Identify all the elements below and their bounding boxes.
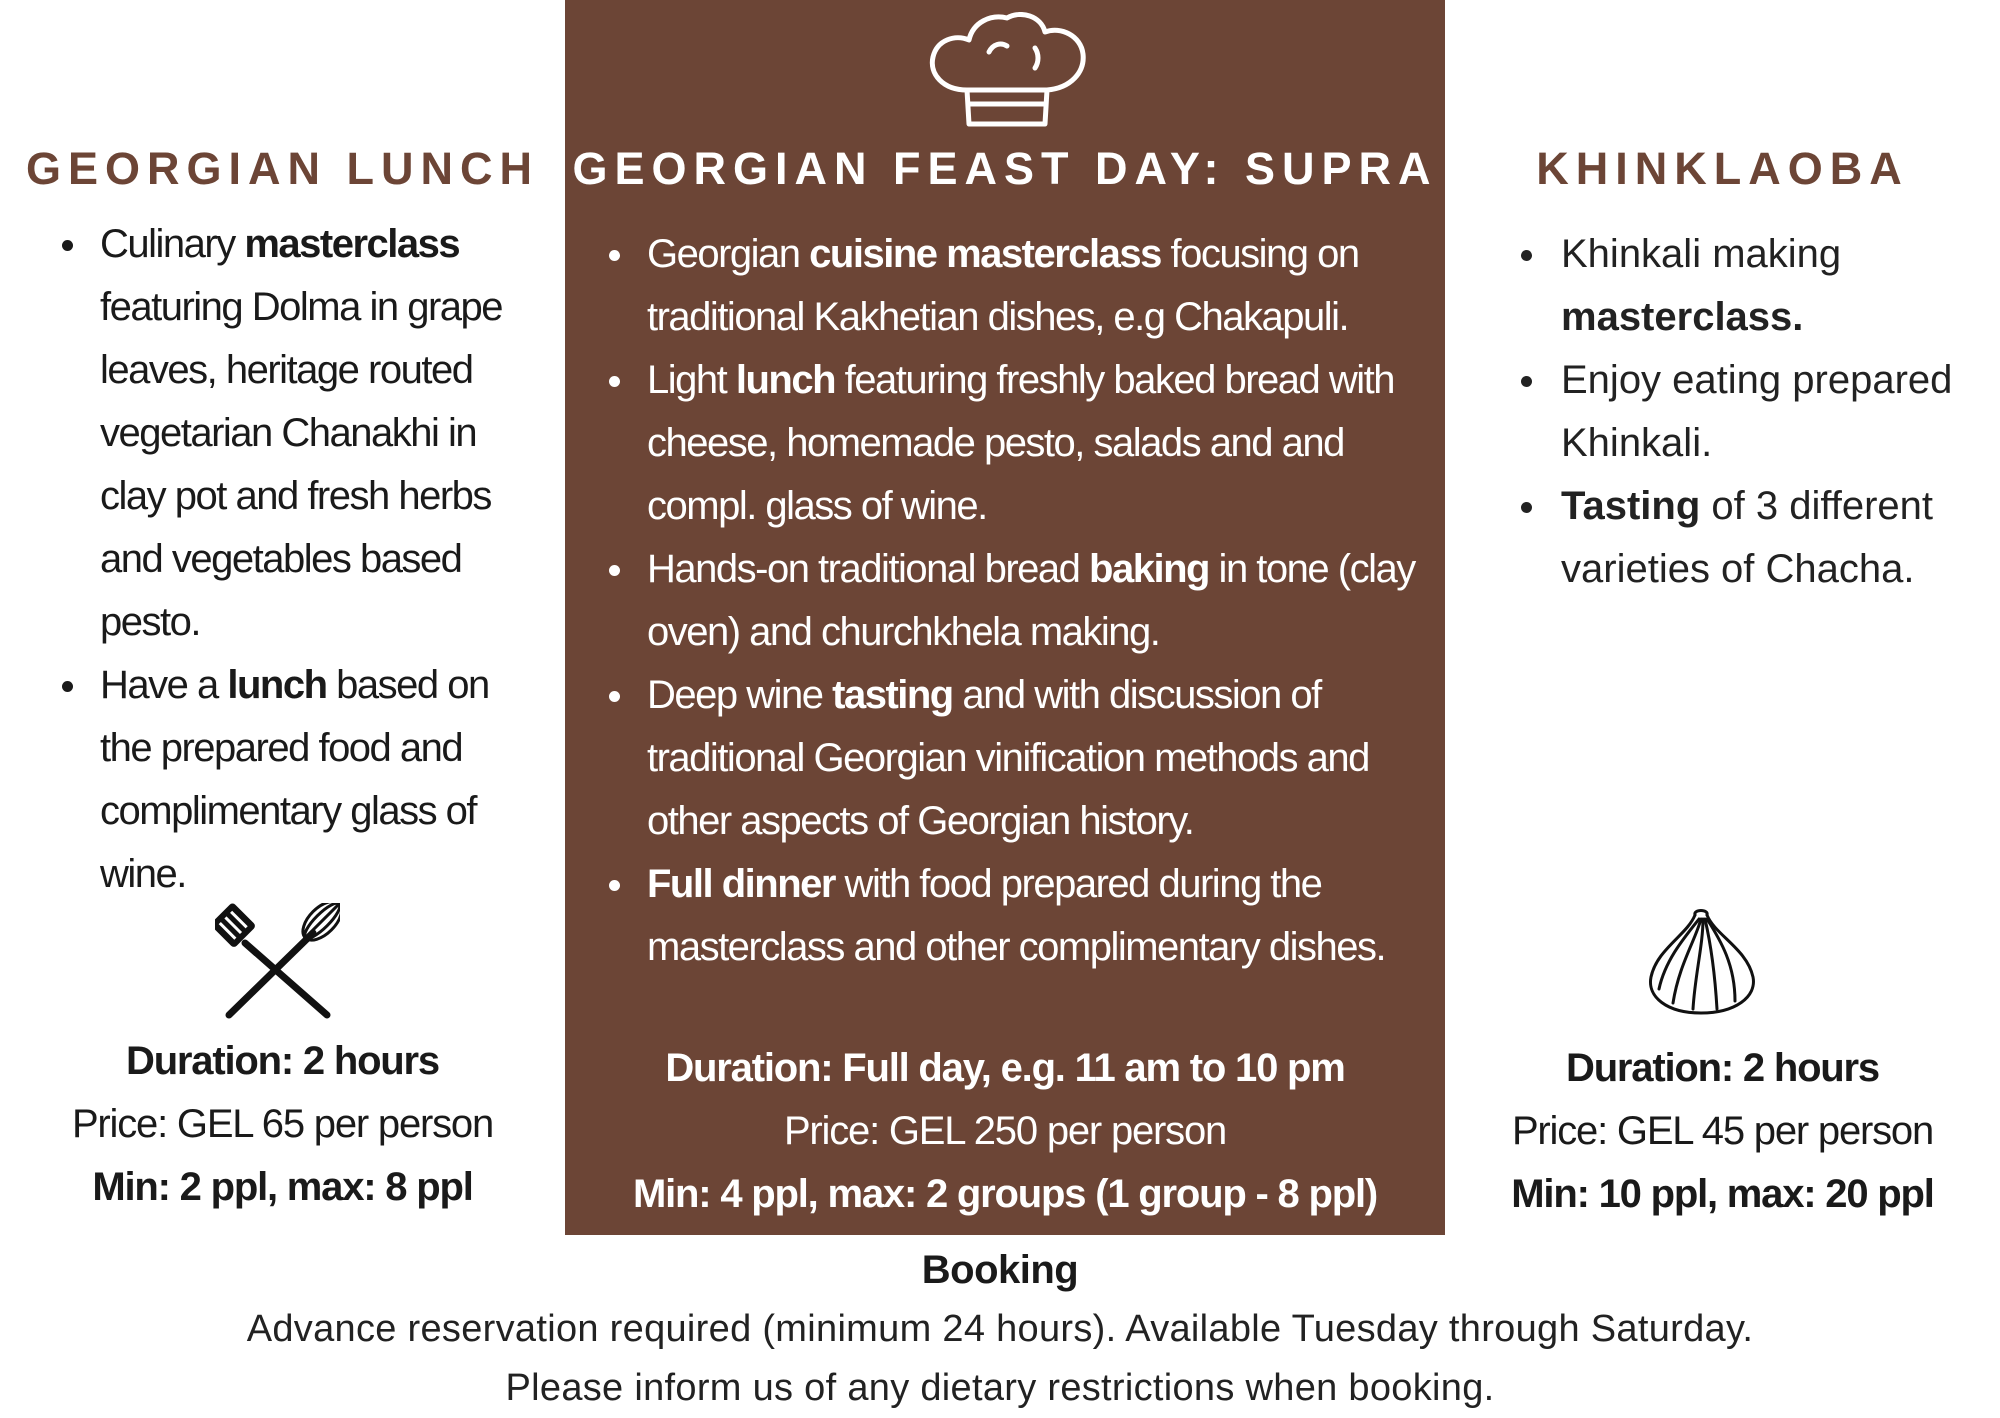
min-max: Min: 2 ppl, max: 8 ppl <box>92 1165 473 1209</box>
bullet-item <box>605 349 1435 538</box>
bullet-text: Hands-on traditional bread <box>647 547 1090 591</box>
bullet-text: in tone (clay oven) and churchkhela making. <box>647 547 1415 654</box>
min-max: Min: 10 ppl, max: 20 ppl <box>1511 1172 1934 1216</box>
georgian-lunch-bullets <box>58 213 538 906</box>
price: Price: GEL 250 per person <box>783 1109 1227 1153</box>
bullet-bold-text: masterclass. <box>1561 295 1804 339</box>
bullet-text: featuring Dolma in grape leaves, heritage routed vegetarian Chanakhi in clay pot and fresh herbs and vegetables based pesto. <box>100 285 503 644</box>
duration: Duration: Full day, e.g. 11 am to 10 pm <box>665 1046 1345 1090</box>
bullet-bold-text: lunch <box>227 663 327 707</box>
khinklaoba-bullets <box>1517 223 1987 601</box>
bullet-bold-text: tasting <box>832 673 953 717</box>
khinklaoba-title: KHINKLAOBA <box>1536 143 1909 194</box>
bullet-item <box>605 853 1435 979</box>
booking-line-2: Please inform us of any dietary restrictions when booking. <box>505 1367 1495 1409</box>
bullet-text: Georgian <box>647 232 810 276</box>
bullet-text: Light <box>647 358 736 402</box>
bullet-text: Have a <box>100 663 228 707</box>
bullet-bold-text: cuisine masterclass <box>809 232 1161 276</box>
khinklaoba-details <box>1445 1037 2000 1226</box>
min-max: Min: 4 ppl, max: 2 groups (1 group - 8 ppl) <box>633 1172 1377 1216</box>
supra-details <box>565 1037 1445 1226</box>
supra-bullets <box>605 223 1435 979</box>
bullet-text: Culinary <box>100 222 245 266</box>
bullet-text: Khinkali making <box>1561 232 1842 276</box>
duration: Duration: 2 hours <box>1566 1046 1879 1090</box>
bullet-item <box>1517 223 1987 349</box>
price: Price: GEL 65 per person <box>71 1102 494 1146</box>
booking-section <box>0 1240 2000 1418</box>
chef-hat-icon <box>925 12 1089 130</box>
georgian-lunch-column <box>0 0 565 1235</box>
bullet-item <box>605 538 1435 664</box>
bullet-text: Enjoy eating prepared Khinkali. <box>1561 358 1953 465</box>
bullet-bold-text: Tasting <box>1561 484 1701 528</box>
bullet-bold-text: Full dinner <box>647 862 835 906</box>
booking-title: Booking <box>921 1248 1079 1292</box>
bullet-bold-text: masterclass <box>244 222 460 266</box>
bullet-text: of 3 different varieties of Chacha. <box>1561 484 1934 591</box>
bullet-text: Deep wine <box>647 673 833 717</box>
bullet-item <box>605 223 1435 349</box>
bullet-item <box>58 654 538 906</box>
bullet-item <box>605 664 1435 853</box>
bullet-text: based on the prepared food and complimentary glass of wine. <box>100 663 489 896</box>
duration: Duration: 2 hours <box>126 1039 439 1083</box>
spatula-whisk-icon <box>215 903 340 1023</box>
bullet-text: with food prepared during the masterclass and other complimentary dishes. <box>647 862 1386 969</box>
bullet-text: focusing on traditional Kakhetian dishes, e.g Chakapuli. <box>647 232 1359 339</box>
booking-line-1: Advance reservation required (minimum 24 hours). Available Tuesday through Saturday. <box>246 1308 1754 1350</box>
price: Price: GEL 45 per person <box>1511 1109 1934 1153</box>
georgian-lunch-details <box>0 1030 565 1219</box>
bullet-item <box>1517 475 1987 601</box>
supra-column <box>565 0 1445 1235</box>
bullet-text: and with discussion of traditional Georgian vinification methods and other aspects of Georgian history. <box>647 673 1369 843</box>
georgian-lunch-title: GEORGIAN LUNCH <box>26 143 539 194</box>
supra-title: GEORGIAN FEAST DAY: SUPRA <box>572 143 1438 194</box>
bullet-item <box>58 213 538 654</box>
bullet-bold-text: baking <box>1089 547 1209 591</box>
bullet-item <box>1517 349 1987 475</box>
bullet-text: featuring freshly baked bread with cheese, homemade pesto, salads and and compl. glass of wine. <box>647 358 1394 528</box>
bullet-bold-text: lunch <box>735 358 836 402</box>
khinkali-dumpling-icon <box>1643 905 1761 1020</box>
khinklaoba-column <box>1445 0 2000 1235</box>
